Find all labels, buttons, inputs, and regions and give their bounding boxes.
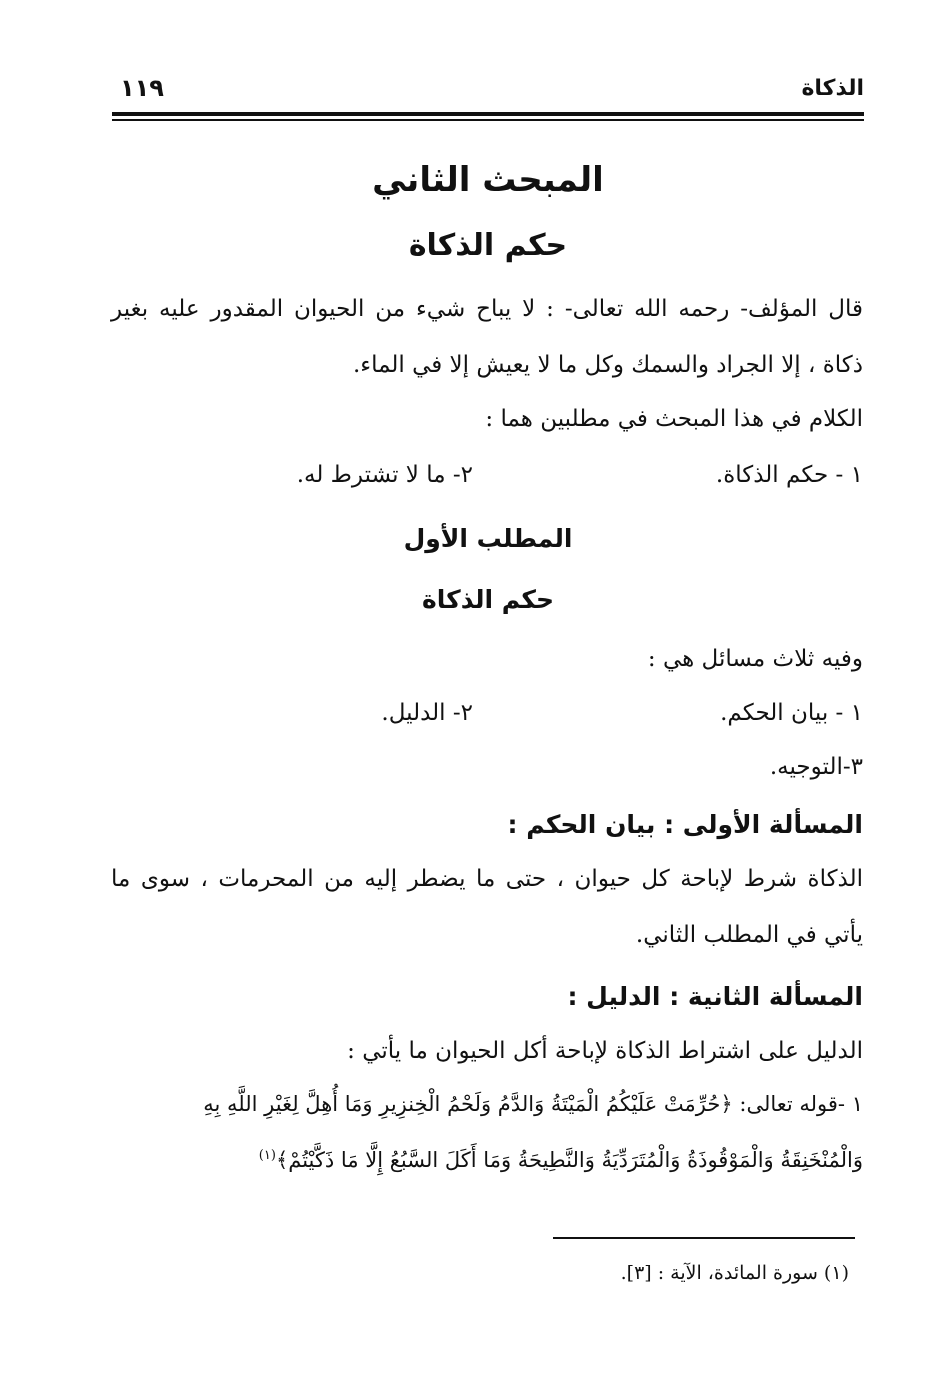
matlab-item-1: ١ - بيان الحكم. (720, 700, 863, 726)
footnote-rule (553, 1237, 855, 1239)
masala-2-line-1: الدليل على اشتراط الذكاة لإباحة أكل الحيوان ما يأتي : (347, 1038, 863, 1064)
section-subtitle: حكم الذكاة (408, 228, 568, 263)
intro-item-2: ٢- ما لا تشترط له. (296, 462, 473, 488)
intro-line-3: الكلام في هذا المبحث في مطلبين هما : (485, 406, 863, 432)
masala-2-heading: المسألة الثانية : الدليل : (567, 982, 863, 1011)
intro-item-1: ١ - حكم الذكاة. (715, 462, 863, 488)
chapter-title: الذكاة (801, 76, 864, 101)
matlab-intro: وفيه ثلاث مسائل هي : (647, 646, 863, 672)
matlab-subtitle: حكم الذكاة (422, 585, 554, 614)
header-rule-thick (112, 112, 864, 116)
matlab-item-2: ٢- الدليل. (381, 700, 473, 726)
masala-1-line-1: الذكاة شرط لإباحة كل حيوان ، حتى ما يضطر إليه من المحرمات ، سوى ما (111, 866, 863, 892)
intro-line-2: ذكاة ، إلا الجراد والسمك وكل ما لا يعيش إلا في الماء. (352, 352, 863, 378)
running-head (112, 72, 864, 106)
masala-2-line-3 (111, 1148, 863, 1172)
matlab-title: المطلب الأول (403, 524, 573, 553)
quran-verse-part-2: وَالْمُنْخَنِقَةُ وَالْمَوْقُوذَةُ وَالْمُتَرَدِّيَةُ وَالنَّطِيحَةُ وَمَا أَكَلَ السَّبُعُ إِلَّا مَا ذَكَّيْتُمْ﴾ (275, 1148, 863, 1172)
page-number: ١١٩ (120, 74, 164, 102)
footnote: (١) سورة المائدة، الآية : [٣]. (620, 1262, 849, 1284)
masala-2-line-2 (111, 1092, 863, 1116)
header-rule-thin (112, 119, 864, 121)
matlab-item-3: ٣-التوجيه. (769, 754, 863, 780)
footnote-marker: (١) (258, 1148, 276, 1163)
section-title: المبحث الثاني (372, 160, 604, 200)
masala-1-heading: المسألة الأولى : بيان الحكم : (507, 810, 863, 839)
verse-intro: ١ -قوله تعالى: (732, 1092, 863, 1116)
masala-1-line-2: يأتي في المطلب الثاني. (635, 922, 863, 948)
quran-verse-part-1: ﴿حُرِّمَتْ عَلَيْكُمُ الْمَيْتَةُ وَالدَّمُ وَلَحْمُ الْخِنزِيرِ وَمَا أُهِلَّ لِغَيْرِ اللَّهِ بِهِ (203, 1092, 733, 1116)
intro-line-1: قال المؤلف- رحمه الله تعالى- : لا يباح شيء من الحيوان المقدور عليه بغير (111, 296, 863, 322)
